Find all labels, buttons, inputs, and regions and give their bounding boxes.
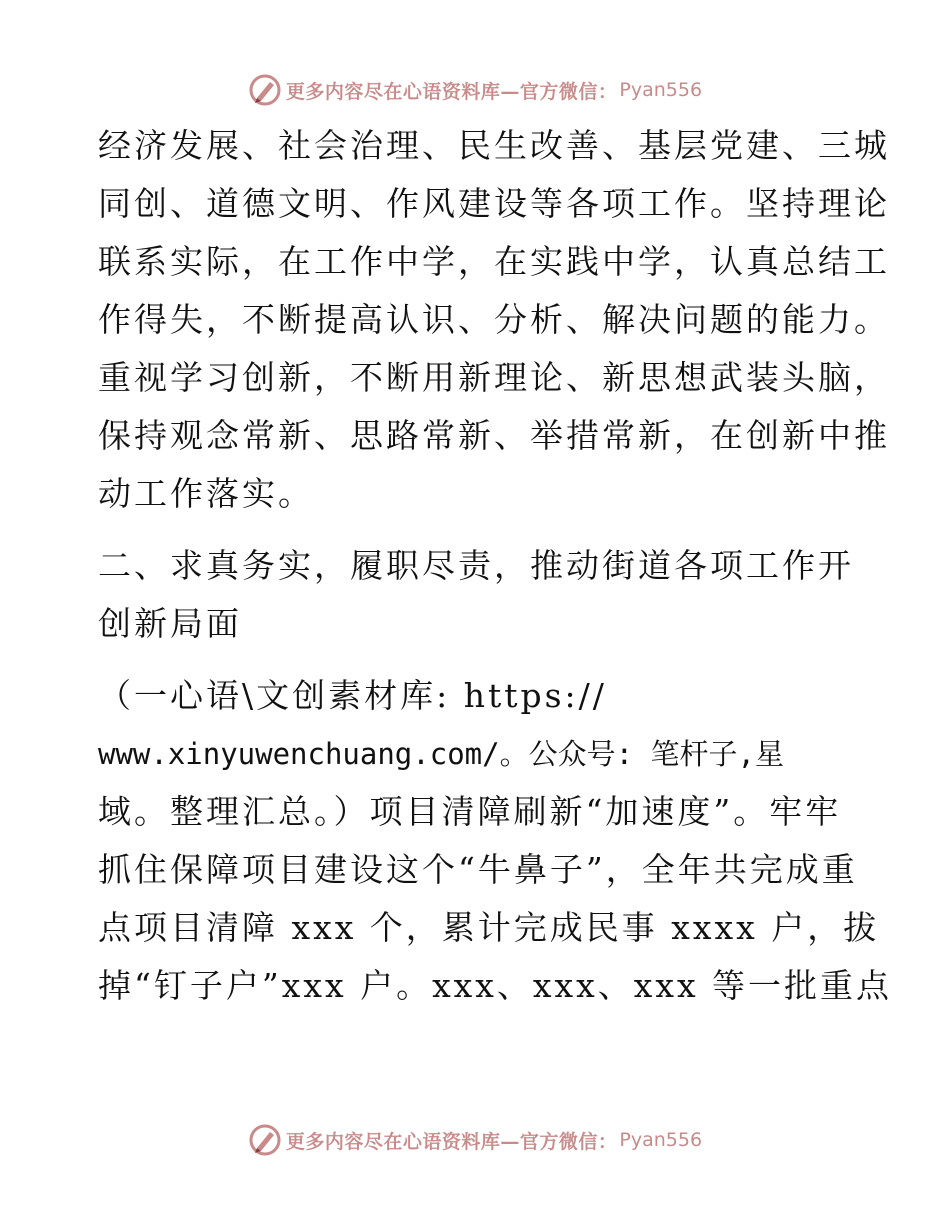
text-line: 抓住保障项目建设这个“牛鼻子”，全年共完成重 bbox=[98, 850, 858, 889]
text-line: 动工作落实。 bbox=[98, 474, 314, 513]
text-line: 掉“钉子户”xxx 户。xxx、xxx、xxx 等一批重点 bbox=[98, 966, 893, 1005]
text-line: 域。整理汇总。）项目清障刷新“加速度”。牢牢 bbox=[98, 792, 842, 831]
text-line: 同创、道德文明、作风建设等各项工作。坚持理论 bbox=[98, 184, 890, 223]
watermark-wechat-id: Pyan556 bbox=[619, 1129, 703, 1151]
section-heading-continued: 创新局面 bbox=[98, 604, 242, 643]
pen-circle-logo-icon bbox=[248, 1123, 282, 1157]
text-line: 保持观念常新、思路常新、举措常新，在创新中推 bbox=[98, 416, 890, 455]
text-line: 点项目清障 xxx 个，累计完成民事 xxxx 户，拔 bbox=[98, 908, 880, 947]
document-body bbox=[98, 117, 893, 1015]
section-heading: 二、求真务实，履职尽责，推动街道各项工作开 bbox=[98, 546, 854, 585]
text-line: （一心语\文创素材库: https:// bbox=[98, 676, 607, 715]
text-line-url: www.xinyuwenchuang.com/。公众号: 笔杆子,星 bbox=[98, 737, 784, 771]
watermark-text: 更多内容尽在心语资料库—官方微信： bbox=[285, 1130, 618, 1153]
header-watermark bbox=[0, 70, 950, 110]
watermark-wechat-id: Pyan556 bbox=[619, 79, 703, 101]
text-line: 作得失，不断提高认识、分析、解决问题的能力。 bbox=[98, 300, 890, 339]
text-line: 经济发展、社会治理、民生改善、基层党建、三城 bbox=[98, 126, 890, 165]
footer-watermark bbox=[0, 1120, 950, 1160]
watermark-text: 更多内容尽在心语资料库—官方微信： bbox=[285, 80, 618, 103]
pen-circle-logo-icon bbox=[248, 73, 282, 107]
text-line: 重视学习创新，不断用新理论、新思想武装头脑， bbox=[98, 358, 890, 397]
text-line: 联系实际，在工作中学，在实践中学，认真总结工 bbox=[98, 242, 890, 281]
